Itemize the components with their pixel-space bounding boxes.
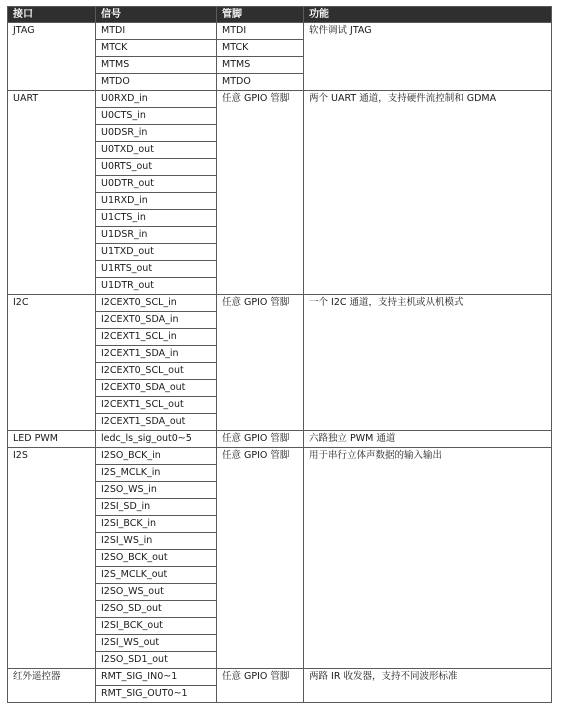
signal-cell: MTCK [96,40,217,57]
signal-cell: I2S_MCLK_out [96,567,217,584]
signal-cell: U0TXD_out [96,142,217,159]
signal-cell: I2SI_SD_in [96,499,217,516]
pin-cell: 任意 GPIO 管脚 [217,91,304,295]
interface-cell: I2C [8,295,96,431]
pin-cell: MTDI [217,23,304,40]
pin-cell: MTDO [217,74,304,91]
signal-cell: I2SO_BCK_out [96,550,217,567]
interface-cell: LED PWM [8,431,96,448]
pin-cell: 任意 GPIO 管脚 [217,448,304,669]
header-pin: 管脚 [217,7,304,23]
function-cell: 两路 IR 收发器，支持不同波形标准 [304,669,552,703]
table-row [8,295,552,312]
signal-cell: I2S_MCLK_in [96,465,217,482]
signal-cell: I2SI_BCK_out [96,618,217,635]
signal-cell: U1DSR_in [96,227,217,244]
table-row [8,669,552,686]
interface-cell: I2S [8,448,96,669]
pin-cell: 任意 GPIO 管脚 [217,295,304,431]
signal-cell: MTDI [96,23,217,40]
interface-table [7,6,552,703]
header-row [8,7,552,23]
signal-cell: I2SO_WS_in [96,482,217,499]
signal-cell: RMT_SIG_OUT0~1 [96,686,217,703]
signal-cell: I2CEXT0_SCL_in [96,295,217,312]
signal-cell: I2CEXT0_SDA_in [96,312,217,329]
signal-cell: MTDO [96,74,217,91]
signal-cell: U1RTS_out [96,261,217,278]
function-cell: 两个 UART 通道，支持硬件流控制和 GDMA [304,91,552,295]
table-row [8,23,552,40]
function-cell: 软件调试 JTAG [304,23,552,91]
table-row [8,91,552,108]
pin-cell: 任意 GPIO 管脚 [217,669,304,703]
pin-cell: MTMS [217,57,304,74]
signal-cell: I2SO_SD_out [96,601,217,618]
header-function: 功能 [304,7,552,23]
signal-cell: I2CEXT1_SDA_in [96,346,217,363]
table-body [8,23,552,703]
signal-cell: U0CTS_in [96,108,217,125]
signal-cell: U1DTR_out [96,278,217,295]
pin-cell: MTCK [217,40,304,57]
function-cell: 六路独立 PWM 通道 [304,431,552,448]
interface-cell: JTAG [8,23,96,91]
signal-cell: I2SO_WS_out [96,584,217,601]
signal-cell: I2SI_BCK_in [96,516,217,533]
signal-cell: U1TXD_out [96,244,217,261]
interface-cell: 红外遥控器 [8,669,96,703]
function-cell: 用于串行立体声数据的输入输出 [304,448,552,669]
signal-cell: ledc_ls_sig_out0~5 [96,431,217,448]
table-row [8,448,552,465]
signal-cell: I2SI_WS_in [96,533,217,550]
header-interface: 接口 [8,7,96,23]
pin-cell: 任意 GPIO 管脚 [217,431,304,448]
signal-cell: I2SI_WS_out [96,635,217,652]
signal-cell: I2CEXT1_SDA_out [96,414,217,431]
signal-cell: I2CEXT1_SCL_out [96,397,217,414]
signal-cell: RMT_SIG_IN0~1 [96,669,217,686]
signal-cell: U0DTR_out [96,176,217,193]
signal-cell: U0RXD_in [96,91,217,108]
signal-cell: MTMS [96,57,217,74]
interface-cell: UART [8,91,96,295]
signal-cell: U0DSR_in [96,125,217,142]
function-cell: 一个 I2C 通道，支持主机或从机模式 [304,295,552,431]
signal-cell: I2SO_BCK_in [96,448,217,465]
signal-cell: I2CEXT1_SCL_in [96,329,217,346]
signal-cell: U0RTS_out [96,159,217,176]
signal-cell: I2CEXT0_SCL_out [96,363,217,380]
signal-cell: I2CEXT0_SDA_out [96,380,217,397]
table-row [8,431,552,448]
signal-cell: I2SO_SD1_out [96,652,217,669]
signal-cell: U1CTS_in [96,210,217,227]
header-signal: 信号 [96,7,217,23]
signal-cell: U1RXD_in [96,193,217,210]
